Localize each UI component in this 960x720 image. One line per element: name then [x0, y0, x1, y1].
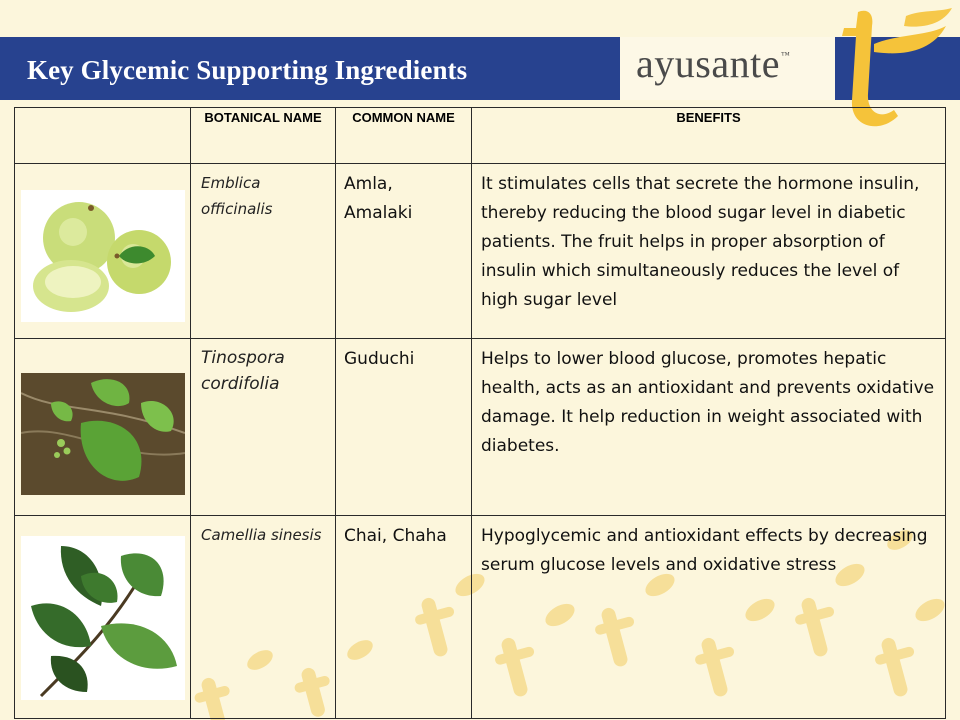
- benefits-text: Helps to lower blood glucose, promotes hepatic health, acts as an antioxidant and prevents oxidative damage. It help reduction in weight associated with diabetes.: [472, 339, 946, 516]
- table-row: [15, 516, 946, 719]
- amla-fruit-image: [21, 190, 185, 322]
- table-row: [15, 164, 946, 339]
- common-name: Guduchi: [336, 339, 472, 516]
- benefits-text: It stimulates cells that secrete the hormone insulin, thereby reducing the blood sugar level in diabetic patients. The fruit helps in proper absorption of insulin which simultaneously reduces the level of high sugar level: [472, 164, 946, 339]
- common-name: Amla, Amalaki: [336, 164, 472, 339]
- ingredients-table: [14, 107, 946, 719]
- brand-logo: [636, 40, 790, 87]
- table-row: [15, 339, 946, 516]
- tea-leaves-image: [21, 536, 185, 700]
- amla-image-cell: [15, 164, 191, 339]
- common-name: Chai, Chaha: [336, 516, 472, 719]
- column-header-botanical-name: BOTANICAL NAME: [191, 108, 336, 164]
- tea-image-cell: [15, 516, 191, 719]
- botanical-name: Emblica officinalis: [191, 164, 336, 339]
- brand-trademark: ™: [780, 50, 791, 60]
- botanical-name: Camellia sinesis: [191, 516, 336, 719]
- column-header-benefits: BENEFITS: [472, 108, 946, 164]
- page-title: Key Glycemic Supporting Ingredients: [27, 55, 468, 85]
- column-header-image: [15, 108, 191, 164]
- benefits-text: Hypoglycemic and antioxidant effects by decreasing serum glucose levels and oxidative stress: [472, 516, 946, 719]
- guduchi-image-cell: [15, 339, 191, 516]
- botanical-name: Tinospora cordifolia: [191, 339, 336, 516]
- column-header-common-name: COMMON NAME: [336, 108, 472, 164]
- brand-name: ayusante: [636, 41, 780, 86]
- guduchi-vine-image: [21, 373, 185, 495]
- table-header-row: [15, 108, 946, 164]
